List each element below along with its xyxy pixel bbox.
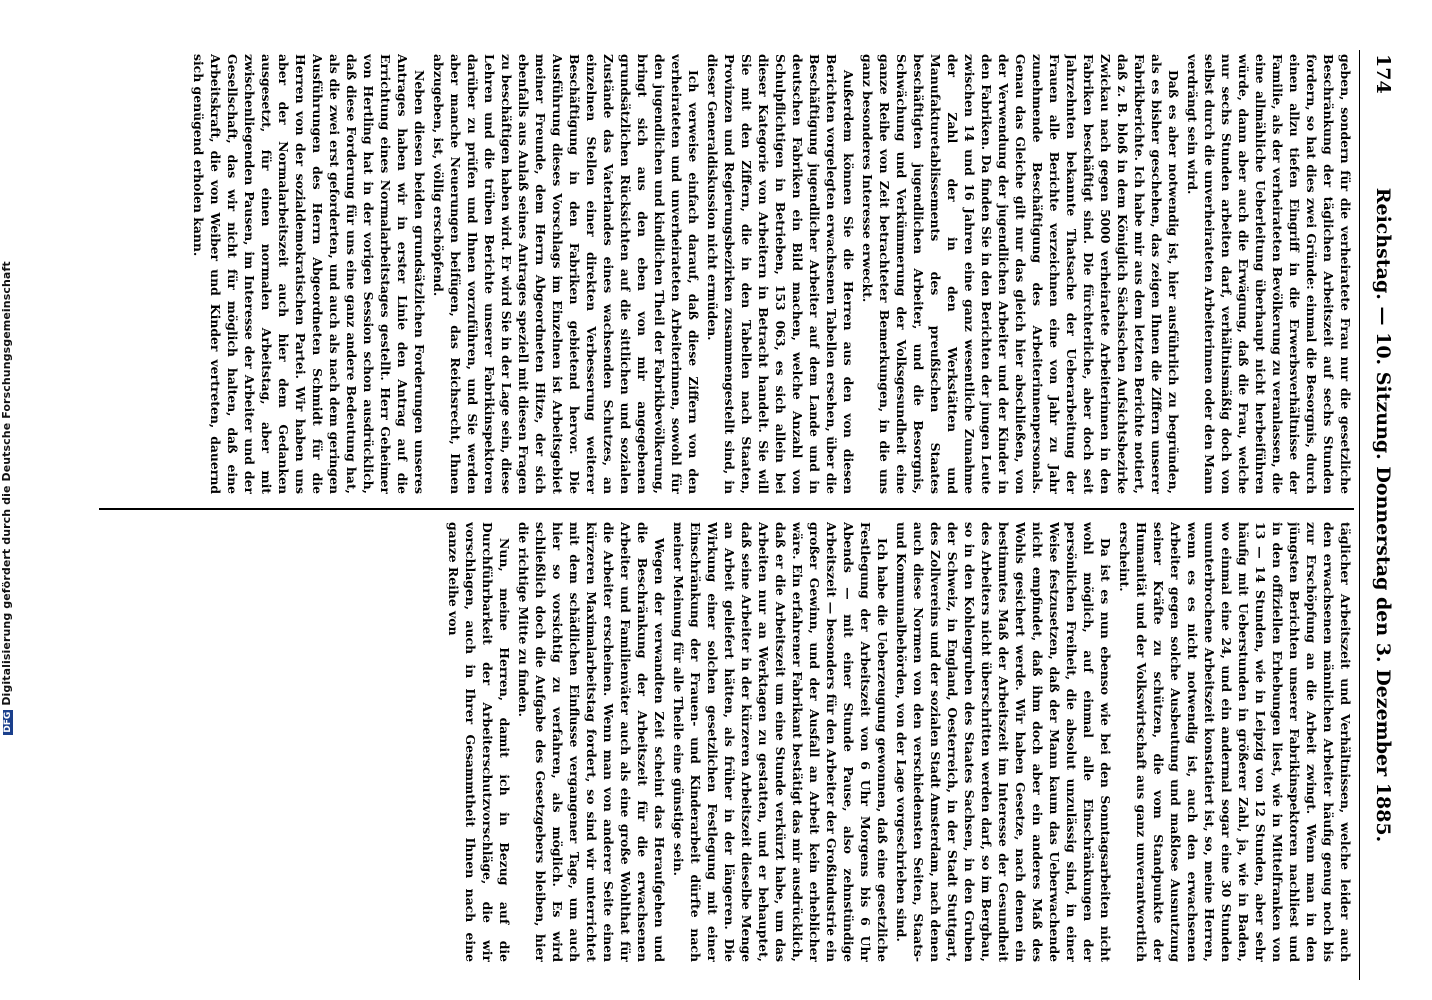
paragraph: Daß es aber notwendig ist, hier ausführlich zu begründen, als es bisher geschehen, das zeigen Ihnen die Ziffern unserer Fabrikberichte. Ich habe mir aus dem letzten Berichte notiert, daß z. B. bloß in dem Königlich Sächsischen Aufsichtsbezirke Zwickau nach gegen 5000 verheiratete Arbeiterinnen in den Fabriken beschäftigt sind. Die fürchterliche, aber doch seit Jahrzehnten bekannte Thatsache der Ueberarbeitung der Frauen alle Berichte verzeichnen eine von Jahr zu Jahr zunehmende Beschäftigung des Arbeiterinnenpersonals. Genau das Gleiche gilt nur das gleich hier abschließen, von der Verwendung der jugendlichen Arbeiter und der Kinder in den Fabriken. Da finden Sie in den Berichten der jungen Leute zwischen 14 und 16 Jahren eine ganz wesentliche Zunahme der Zahl der in den Werkstätten und Manufakturetablissements des preußischen Staates beschäftigten jugendlichen Arbeiter, und die Besorgnis, Schwächung und Verkümmerung der Volksgesundheit eine ganze Reihe von Zeit betrachteter Bemerkungen, in die uns ganz besonderes Interesse erweckt. [860, 54, 1181, 494]
scanned-sheet [92, 50, 1402, 980]
document-page [92, 50, 1402, 980]
paragraph: Nun, meine Herren, damit ich in Bezug auf die Durchführbarkeit der Arbeiterschutzvorschläge, die wir vorschlagen, auch in Ihrer Gesammtheit Ihnen nach eine ganze Reihe von [446, 522, 512, 962]
paragraph: Da ist es nun ebenso wie bei den Sonntagsarbeiten nicht wohl möglich, auf einmal alle Einschränkungen der persönlichen Freiheit, die absolut unzulässig sind, in einer Weise festzusetzen, daß der Mann kaum das Ueberwachende nicht empfindet, daß ihm doch aber ein anderes Maß des Wohls gesichert werde. Wir haben Gesetze, nach denen ein bestimmtes Maß der Arbeitszeit im Interesse der Gesundheit des Arbeiters nicht überschritten werden darf, so im Bergbau, so in den Kohlengruben des Staates Sachsen, in den Gruben der Schweiz, in England, Oesterreich, in der Stadt Stuttgart, des Zollvereins und der sozialen Stadt Amsterdam, nach denen auch diese Normen von den verschiedensten Seiten, Staats- und Kommunalbehörden, von der Lage vorgeschrieben sind. [894, 522, 1113, 962]
paragraph: täglicher Arbeitszeit und Verhältnissen, welche leider auch den erwachsenen männlichen Arbeiter häufig genug noch bis zur Erschöpfung an die Arbeit zwingt. Wenn man in den jüngsten Berichten unserer Fabrikinspektoren nachliest und in den offiziellen Erhebungen liest, wie in Mittelfranken von 13 — 14 Stunden, wie in Leipzig von 12 Stunden, aber sehr häufig mit Ueberstunden in größerer Zahl, ja, wie in Baden, wo einmal eine 24, und ein andermal sogar eine 30 Stunden ununterbrochene Arbeitszeit konstatiert ist, so, meine Herren, wenn es es nicht notwendig ist, auch den erwachsenen Arbeiter gegen solche Ausbeutung und maßlose Ausnutzung seiner Kräfte zu schützen, die vom Standpunkte der Humanität und der Volkswirtschaft aus ganz unverantwortlich erscheint. [1117, 522, 1353, 962]
page-number: 174 [1372, 54, 1394, 94]
page-title: Reichstag. — 10. Sitzung. Donnerstag den 3. Dezember 1885. [1372, 187, 1394, 843]
paragraph: Ich verweise einfach darauf, daß diese Ziffern von den verheirateten und unverheirateten Arbeiterinnen, sowohl für den jugendlichen und kindlichen Theil der Fabrikbevölkerung, bringt sich aus den eben von mir angegebenen grundsätzlichen Rücksichten auf die sittlichen und sozialen Zustände das Vaterlandes eines wachsenden Schutzes, an einzelnen Stellen einer direkten Verbesserung weiterer Beschäftigung in den Fabriken gebietend hervor. Die Ausführung dieses Vorschlags im Einzelnen ist Arbeitsgebiet meiner Freunde, dem Herrn Abgeordneten Hitze, der sich ebenfalls aus Anlaß seines Antrages speziell mit diesen Fragen zu beschäftigen haben wird. Er wird Sie in der Lage sein, diese Lehren und die trüben Berichte unserer Fabrikinspektoren darüber zu prüfen und Ihnen vorzuführen, und Sie werden aber manche Neuerungen beifügen, das Reichsrecht, Ihnen abzugeben, ist, völlig erschöpfend. [431, 54, 701, 494]
paragraph: Ich habe die Ueberzeugung gewonnen, daß eine gesetzliche Festlegung der Arbeitszeit von 6 Uhr Morgens bis 6 Uhr Abends — mit einer Stunde Pause, also zehnstündige Arbeitszeit — besonders für den Arbeiter der Großindustrie ein großer Gewinn, und der Ausfall an Arbeit kein erheblicher wäre. Ein erfahrener Fabrikant bestätigt das mir ausdrücklich, daß er die Arbeitszeit um eine Stunde verkürzt habe, um das Arbeiten nur an Werktagen zu gestatten, und er behauptet, daß seine Arbeiter in der kürzeren Arbeitszeit dieselbe Menge an Arbeit geliefert hätten, als früher in der längeren. Die Wirkung einer solchen gesetzlichen Festlegung mit einer Einschränkung der Frauen- und Kinderarbeit dürfte nach meiner Meinung für alle Theile eine günstige sein. [671, 522, 890, 962]
credit-text: Digitalisierung gefördert durch die Deutsche Forschungsgemeinschaft [0, 261, 13, 706]
page-header [1359, 50, 1402, 980]
column-divider [99, 508, 1354, 510]
paragraph: Neben diesen beiden grundsätzlichen Forderungen unseres Antrages haben wir in erster Linie den Antrag auf die Errichtung eines Normalarbeitstages gestellt. Herr Geheimer von Hertling hat in der vorigen Session schon ausdrücklich, daß diese Forderung für uns eine ganz andere Bedeutung hat, als die zwei erst geforderten, und auch als nach dem geringen Ausführungen des Herrn Abgeordneten Schmidt für die Herren von der sozialdemokratischen Partei. Wir haben uns aber der Normalarbeitszeit auch hier dem Gedanken ausgesetzt, für einen normalen Arbeitstag, aber mit zwischenliegenden Pausen, im Interesse der Arbeiter und der Gesellschaft, das wir nicht für möglich halten, daß eine Arbeitskraft, die von Weiber und Kinder vertreten, dauernd sich genügend erholen kann. [191, 54, 427, 494]
right-column [104, 522, 1354, 962]
dfg-logo: DFG [3, 711, 13, 733]
left-column [104, 54, 1354, 494]
sidebar-credit [0, 0, 22, 1000]
paragraph: geben, sondern für die verheiratete Frau nur die gesetzliche Beschränkung der täglichen Arbeitszeit auf sechs Stunden fordern, so hat dies zwei Gründe: einmal die Besorgnis, durch einen allzu tiefen Eingriff in die Erwerbsverhältnisse der Familie, als der verheirateten Bevölkerung zu veranlassen, die eine allmähliche Ueberleitung überhaupt nicht herbeiführen würde, dann aber auch die Erwägung, daß die Frau, welche nur sechs Stunden arbeiten darf, verhältnismäßig doch von selbst durch die unverheirateten Arbeiterinnen oder den Mann verdrängt sein wird. [1185, 54, 1353, 494]
paragraph: Außerdem können Sie die Herren aus den von diesen Berichten vorgelegten erwachsenen Tabellen ersehen, über die Beschäftigung jugendlicher Arbeiter auf dem Lande und in deutschen Fabriken ein Bild machen, welche Anzahl von Schulpflichtigen in Betrieben, 153 063, es sich allein bei dieser Kategorie von Arbeitern in Betracht handelt. Sie will Sie mit den Ziffern, die in den Tabellen nach Staaten, Provinzen und Regierungsbezirken zusammengestellt sind, in dieser Generaldiskussion nicht ermüden. [705, 54, 856, 494]
funding-credit [0, 18, 20, 978]
paragraph: Wegen der verwandten Zeit scheint das Heraufgehen und die Beschränkung der Arbeitszeit für die erwachsenen Arbeiter und Familienväter auch als eine große Wohlthat für die Arbeiter erscheinen. Wenn man von anderer Seite einen kürzeren Maximalarbeitstag fordert, so sind wir unterrichtet mit dem schädlichen Einflusse vergangener Tage, um auch hier so vorsichtig zu verfahren, als möglich. Es wird schließlich doch die Aufgabe des Gesetzgebers bleiben, hier die richtige Mitte zu finden. [516, 522, 667, 962]
